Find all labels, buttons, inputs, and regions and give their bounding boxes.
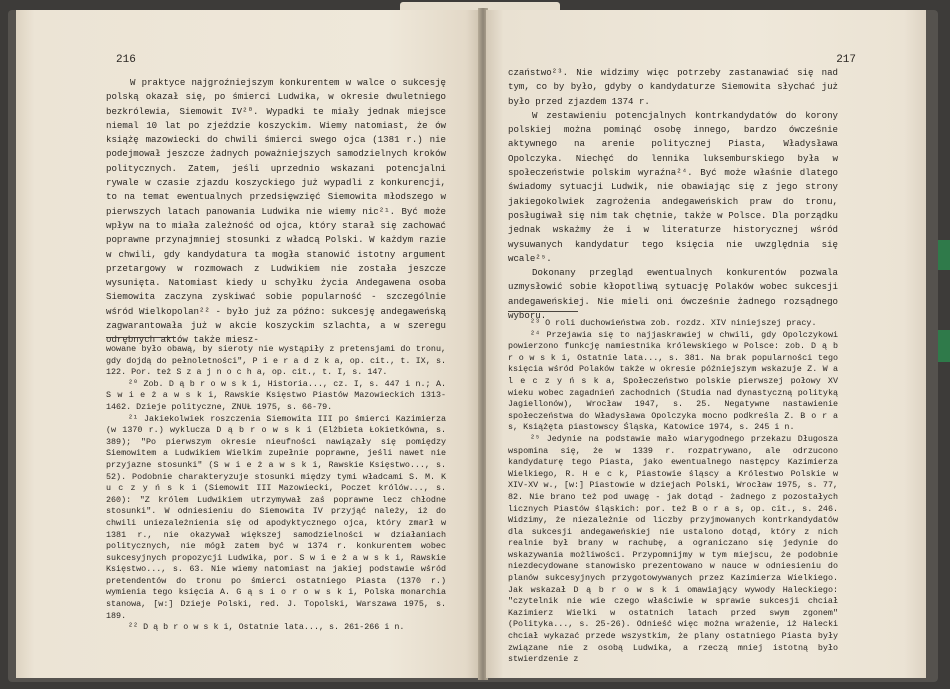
footnote-rule: [508, 311, 578, 312]
right-footnotes: [508, 301, 838, 666]
right-main-text: [508, 66, 838, 323]
footnote-21: ²¹ Jakiekolwiek roszczenia Siemowita III po śmierci Kazimierza (w 1370 r.) wyklucza D ą b r o w s k i (Elżbieta Łokietkówna, s. 389); "Po pierwszym okresie nieufności nawiązały się pomiędzy Siemowitem a Ludwikiem Wielkim zupełnie poprawne, jeśli nawet nie przyjazne stosunki" (S w i e ż a w s k i, Rawskie Księstwo..., s. 52). Podobnie charakteryzuje stosunki między tymi władcami S. M. K u c z y ń s k i (Siemowit III Mazowiecki, Poczet królów..., s. 260): "Z królem Ludwikiem utrzymywał zaś poprawne lecz chłodne stosunki". W odniesieniu do Siemowita IV przyjąć należy, iż do chwili uniezależnienia się od apodyktycznego ojca, który zmarł w 1381 r., nie okazywał większej samodzielności w działaniach politycznych, nie mógł zatem być w 1374 r. konkurentem wobec sukcesyjnych propozycji Ludwika, por. S w i e ż a w s k i, Rawskie Księstwo..., s. 63. Nie wiemy natomiast na jakiej podstawie wśród pretendentów do tronu po śmierci ostatniego Piasta (1370 r.) wymienia tego księcia A. G ą s i o r o w s k i, Polska monarchia stanowa, [w:] Dzieje Polski, red. J. Topolski, Warszawa 1975, s. 189.: [106, 413, 446, 621]
left-page: [16, 10, 480, 678]
left-main-text: [106, 76, 446, 348]
left-footnotes: [106, 337, 446, 634]
footnote-25: ²⁵ Jedynie na podstawie mało wiarygodnego przekazu Długosza wspomina się, że w 1339 r. rozpatrywano, ale odrzucono kandydaturę tego Piasta, jako ewentualnego następcy Kazimierza Wielkiego, R. H e c k, Piastowie śląscy a Królestwo Polskie w XIV-XV w., [w:] Piastowie w dziejach Polski, Wrocław 1975, s. 77, 82. Nie brano też pod uwagę - jak dotąd - żadnego z pozostałych licznych Piastów śląskich: por. też B o r a s, op. cit., s. 246. Widzimy, że niezależnie od liczby przyjmowanych kontrkandydatów dla sukcesji andegaweńskiej nie ustalono dotąd, który z nich realnie był brany w rachubę, a ograniczano się jedynie do wskazywania możliwości. Przypomnijmy w tym miejscu, że podobnie niezdecydowane stanowisko prezentowano w nauce w odniesieniu do planów sukcesyjnych przygotowywanych przez Kazimierza Wielkiego. Jak wskazał D ą b r o w s k i omawiający wywody Haleckiego: "czytelnik nie wie czego właściwie w sprawie sukcesji chciał Kazimierz Wielki w ostatnich latach przed swym zgonem" (Polityka..., s. 25-26). Odnieść więc można wrażenie, iż Halecki chciał wykazać przede wszystkim, że plany ostatniego Piasta były związane nie z osobą Ludwika, a rzeczą mniej istotną było stwierdzenie z: [508, 433, 838, 665]
left-paragraph: W praktyce najgroźniejszym konkurentem w walce o sukcesję polską okazał się, po śmierci Ludwika, w okresie dwuletniego bezkrólewia, Siemowit IV²⁰. Wypadki te miały jednak miejsce niemal 10 lat po zjeździe koszyckim. Wiemy natomiast, że ów książę mazowiecki do chwili śmierci swego ojca (1381 r.) nie podejmował jeszcze żadnych poważniejszych samodzielnych kroków politycznych. Zatem, jeśli uprzednio wskazani potencjalni rywale w czasie zjazdu koszyckiego już wypadli z konkurencji, to na temat ewentualnych przedsięwzięć Siemowita młodszego w pierwszych latach panowania Ludwika nie wiemy nic²¹. Być może wpływ na to miała zależność od ojca, który starał się zachować poprawne przynajmniej stosunki z władcą Polski. W każdym razie w chwili, gdy kandydatura ta mogła stanowić istotny argument przetargowy w rozmowach z Ludwikiem nie została jeszcze wysunięta. Natomiast kiedy u schyłku życia Andegawena osoba Siemowita zaczyna zyskiwać sobie popularność - szczególnie wśród Wielkopolan²² - było już za późno: sukcesję andegaweńską zagwarantowała już w akcie koszyckim szlachta, a w szeregu odrębnych aktów także miesz-: [106, 77, 446, 346]
footnote-rule: [106, 337, 176, 338]
left-page-number: 216: [116, 54, 136, 66]
right-paragraph-2: W zestawieniu potencjalnych kontrkandydatów do korony polskiej można pominąć osobę innego, bardzo ówcześnie aktywnego na arenie politycznej Piasta, Władysława Opolczyka. Niechęć do lennika luksemburskiego była w społeczeństwie polskim wyraźna²⁴. Być może właśnie dlatego świadomy sytuacji Ludwik, nie obawiając się z jego strony jakiegokolwiek zagrożenia andegaweńskich praw do tronu, posługiwał się nim tak chętnie, także w Polsce. Dla porządku jednak wskażmy że i w literaturze historycznej wśród wysuwanych kandydatur tego księcia nie uwzględnia się wcale²⁵.: [508, 109, 838, 264]
footnote-23: ²³ O roli duchowieństwa zob. rozdz. XIV niniejszej pracy.: [530, 318, 817, 328]
green-stripe: [938, 330, 950, 362]
right-page-number: 217: [836, 54, 856, 66]
footnote-20: ²⁰ Zob. D ą b r o w s k i, Historia..., cz. I, s. 447 i n.; A. S w i e ż a w s k i, Rawskie Księstwo Piastów Mazowieckich 1313-1462. Dzieje polityczne, ZNUŁ 1975, s. 66-79.: [106, 378, 446, 412]
right-paragraph-3: Dokonany przegląd ewentualnych konkurentów pozwala uzmysłowić sobie kłopotliwą sytuację Polaków wobec sukcesji andegaweńskiej. Nie mieli oni ówcześnie żadnego rozsądnego wyboru.: [508, 267, 838, 322]
right-paragraph-1: czaństwo²³. Nie widzimy więc potrzeby zastanawiać się nad tym, co by było, gdyby o kandydaturze Siemowita słychać już było przed zjazdem 1374 r.: [508, 67, 838, 107]
footnote-continued: wowane było obawą, by sieroty nie wystąpiły z pretensjami do tronu, gdy dojdą do pełnoletności", P i e r a d z k a, op. cit., t. IX, s. 122. Por. też S z a j n o c h a, op. cit., t. I, s. 147.: [106, 344, 446, 378]
footnote-24: ²⁴ Przejawia się to najjaskrawiej w chwili, gdy Opolczykowi powierzono funkcję namiestnika królewskiego w Polsce: zob. D ą b r o w s k i, Ostatnie lata..., s. 381. Na brak popularności tego księcia wśród Polaków także w okresie późniejszym wskazuje Z. W a l e c z y ń s k a, Społeczeństwo polskie pierwszej połowy XV wieku wobec zagadnień zachodnich (Studia nad dynastyczną polityką Jagiellonów), Wrocław 1947, s. 25. Negatywne nastawienie społeczeństwa do Władysława Opolczyka mocno podkreśla Z. B o r a s, Książęta piastowscy Śląska, Katowice 1974, s. 245 i n.: [508, 329, 838, 433]
right-page: [486, 10, 926, 678]
footnote-22: ²² D ą b r o w s k i, Ostatnie lata..., s. 261-266 i n.: [128, 622, 405, 633]
green-stripe: [938, 240, 950, 270]
